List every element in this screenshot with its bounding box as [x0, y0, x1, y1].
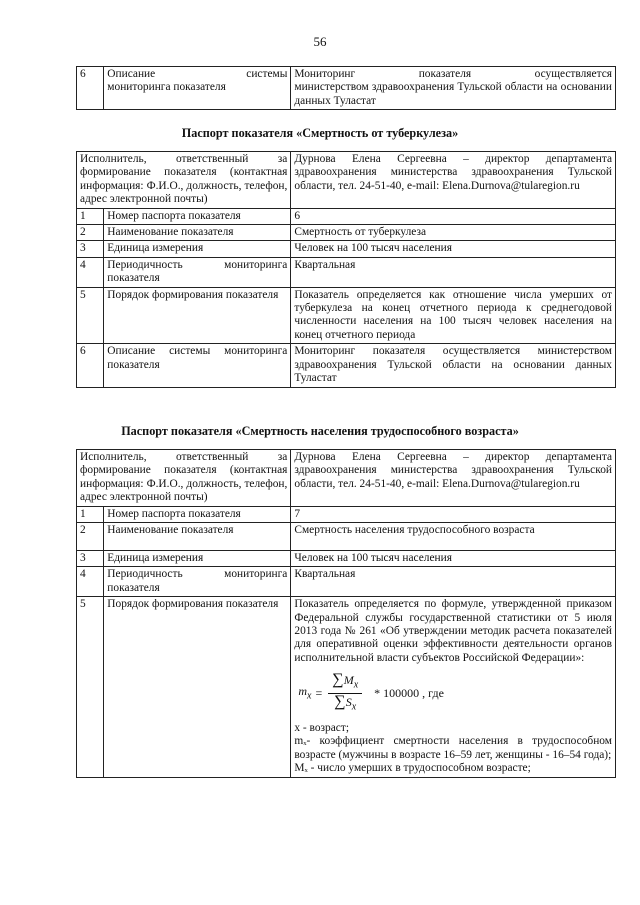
- table-row: 6 Описание системы мониторинга показателя Мониторинг показателя осуществляется министерством здравоохранения Тульской области на основании данных Туластат: [77, 344, 616, 387]
- table-row: 1 Номер паспорта показателя 6: [77, 208, 616, 224]
- table-row: 5 Порядок формирования показателя Показатель определяется как отношение числа умерших от туберкулеза на конец отчетного периода к среднегодовой численности населения на 100 тысяч человек населения на конец отчетного периода: [77, 287, 616, 344]
- continued-table: [76, 66, 616, 110]
- table-row: 3 Единица измерения Человек на 100 тысяч населения: [77, 241, 616, 257]
- table-row: [77, 67, 616, 110]
- row-label: Описание системы мониторинга показателя: [104, 67, 291, 110]
- formula-lhs: $m_x$: [298, 683, 312, 702]
- definition-x: x - возраст;: [294, 721, 350, 734]
- table-row: 2 Наименование показателя Смертность населения трудоспособного возраста: [77, 523, 616, 551]
- table-row: 4 Периодичность мониторинга показателя Квартальная: [77, 257, 616, 287]
- table-row: 1 Номер паспорта показателя 7: [77, 506, 616, 522]
- executor-value: Дурнова Елена Сергеевна – директор департамента здравоохранения министерства здравоохранения Тульской области, тел. 24-51-40, e-mail: Elena.Durnova@tularegion.ru: [291, 450, 616, 507]
- row-number: 6: [77, 67, 104, 110]
- passport-1-table: [76, 151, 616, 388]
- executor-label: Исполнитель, ответственный за формирование показателя (контактная информация: Ф.И.О., должность, телефон, адрес электронной почты): [77, 152, 291, 209]
- table-row: 2 Наименование показателя Смертность от туберкулеза: [77, 225, 616, 241]
- table-row: [77, 152, 616, 209]
- formula-intro: Показатель определяется по формуле, утвержденной приказом Федеральной службы государственной статистики от 5 июля 2013 года № 261 «Об утверждении методик расчета показателей для оперативной оценки эффективности деятельности органов исполнительной власти субъектов Российской Федерации»:: [294, 598, 612, 664]
- executor-label: Исполнитель, ответственный за формирование показателя (контактная информация: Ф.И.О., должность, телефон, адрес электронной почты): [77, 450, 291, 507]
- formula-cell: [291, 597, 616, 777]
- passport-2-table: [76, 449, 616, 778]
- formula-fraction: $\frac{\sum M_x}{\sum S_x}$: [328, 673, 362, 714]
- passport-2-title: Паспорт показателя «Смертность населения трудоспособного возраста»: [121, 424, 519, 438]
- table-row: [77, 450, 616, 507]
- passport-1-title: Паспорт показателя «Смертность от туберкулеза»: [181, 126, 459, 140]
- table-row: 4 Периодичность мониторинга показателя Квартальная: [77, 567, 616, 597]
- executor-value: Дурнова Елена Сергеевна – директор департамента здравоохранения министерства здравоохранения Тульской области, тел. 24-51-40, e-mail: Elena.Durnova@tularegion.ru: [291, 152, 616, 209]
- formula-rest: * 100000 , где: [374, 685, 444, 700]
- table-row: 5 Порядок формирования показателя Показатель определяется по формуле, утвержденной приказом Федеральной службы государственной статистики от 5 июля 2013 года № 261 «Об утверждении методик расчета показателей для оперативной оценки эффективности деятельности органов исполнительной власти субъектов Российской Федерации»: $m_x$ = $\frac{\sum M_x}{\sum S_x}$ * 100000 , где x - возраст; mₓ- коэффициент смертности населения в трудоспособном возрасте (мужчины в возрасте 16–59 лет, женщины - 16–54 года); Mₓ - число умерших в трудоспособном возрасте;: [77, 597, 616, 777]
- definition-m: mₓ- коэффициент смертности населения в трудоспособном возрасте (мужчины в возрасте 16–59 лет, женщины - 16–54 года);: [294, 735, 612, 761]
- mortality-formula: $m_x$ = $\frac{\sum M_x}{\sum S_x}$ * 100000 , где: [298, 671, 444, 713]
- page-number: 56: [313, 34, 327, 49]
- definition-M: Mₓ - число умерших в трудоспособном возрасте;: [294, 762, 531, 775]
- table-row: 3 Единица измерения Человек на 100 тысяч населения: [77, 551, 616, 567]
- row-value: Мониторинг показателя осуществляется министерством здравоохранения Тульской области на основании данных Туластат: [291, 67, 616, 110]
